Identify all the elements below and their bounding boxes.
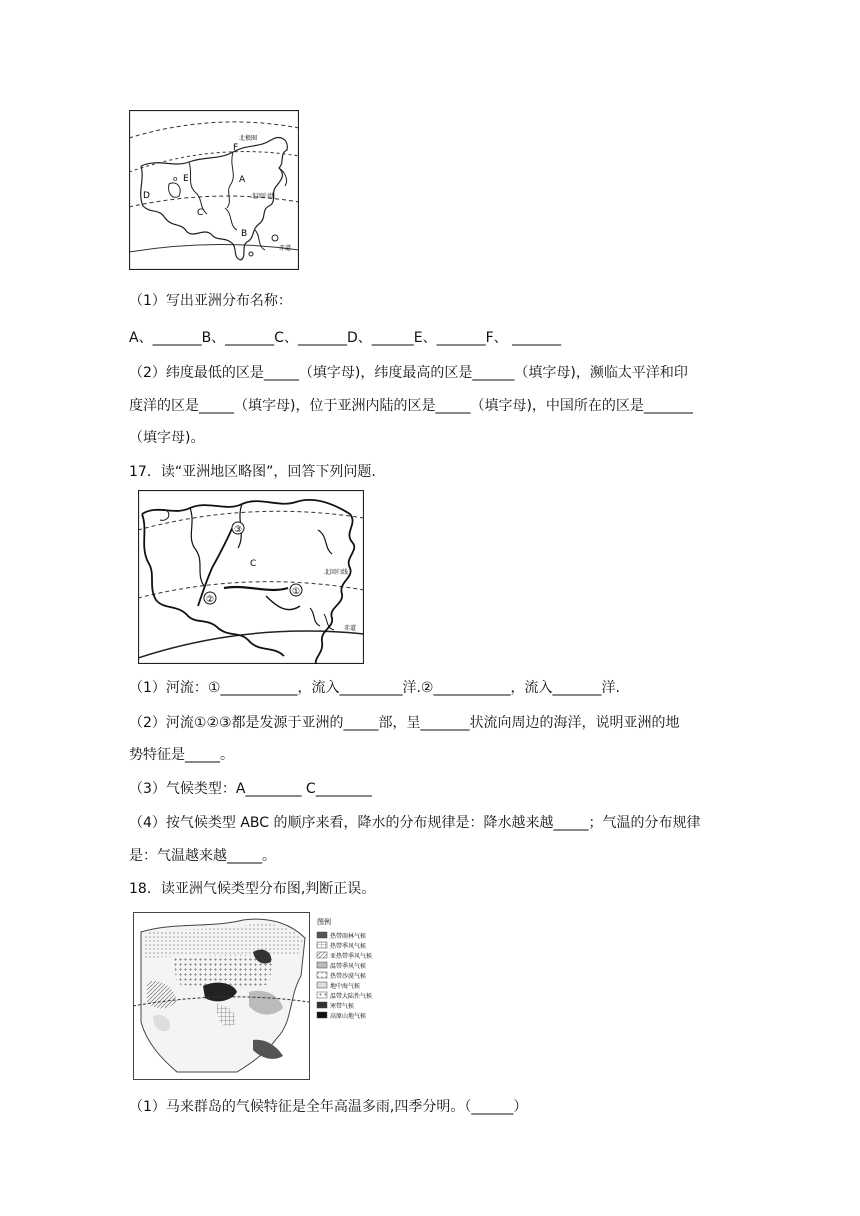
legend-label: 温带季风气候: [330, 963, 367, 970]
q17-part4-line1: （4）按气候类型 ABC 的顺序来看，降水的分布规律是：降水越来越_____；气温的分布规律: [129, 815, 701, 831]
legend-swatch: [317, 972, 327, 978]
legend-label: 热带季风气候: [330, 943, 367, 950]
svg-text:③: ③: [234, 525, 243, 535]
svg-text:B: B: [241, 229, 248, 239]
legend-swatch: [317, 932, 327, 938]
legend-title: 图例: [317, 918, 331, 926]
asia-rivers-map: [138, 490, 364, 664]
legend-swatch: [317, 952, 327, 958]
legend-label: 亚热带季风气候: [330, 953, 373, 960]
legend-label: 热带雨林气候: [330, 933, 367, 940]
q18-title: 18．读亚洲气候类型分布图,判断正误。: [129, 881, 376, 897]
svg-text:北回归线: 北回归线: [324, 569, 349, 576]
legend-swatch: [317, 962, 327, 968]
legend-swatch: [317, 1012, 327, 1018]
q16-part2-line3: （填字母)。: [129, 430, 205, 446]
legend-label: 地中海气候: [330, 983, 361, 990]
svg-text:北回归线: 北回归线: [251, 193, 276, 200]
svg-text:②: ②: [206, 595, 215, 605]
legend-swatch: [317, 942, 327, 948]
svg-text:C: C: [197, 208, 204, 218]
svg-text:C: C: [250, 559, 257, 569]
svg-text:赤道: 赤道: [344, 625, 357, 632]
asia-climate-map: [133, 912, 393, 1080]
svg-text:E: E: [183, 174, 189, 184]
q16-part1-label: （1）写出亚洲分布名称：: [129, 293, 292, 309]
asia-regions-map: [129, 110, 299, 270]
q16-part2-line2: 度洋的区是_____（填字母)，位于亚洲内陆的区是_____（填字母)，中国所在的区是_______: [129, 398, 693, 414]
legend-list: [317, 932, 372, 1020]
legend-label: 寒带气候: [330, 1003, 355, 1010]
legend-swatch: [317, 1002, 327, 1008]
q16-part2-line1: （2）纬度最低的区是_____（填字母)，纬度最高的区是______（填字母)，濒临太平洋和印: [129, 365, 688, 381]
svg-text:D: D: [143, 191, 150, 201]
legend-swatch: [317, 982, 327, 988]
q16-part1-blanks: A、_______B、_______C、_______D、______E、_______F、 _______: [129, 330, 562, 346]
q17-part2-line1: （2）河流①②③都是发源于亚洲的_____部，呈_______状流向周边的海洋，说明亚洲的地: [129, 715, 680, 731]
q17-part2-line2: 势特征是_____。: [129, 747, 234, 763]
legend-label: 高原山地气候: [330, 1013, 367, 1020]
svg-text:o: o: [173, 175, 178, 183]
legend-label: 热带沙漠气候: [330, 973, 367, 980]
q17-part3: （3）气候类型：A________ C________: [129, 781, 372, 797]
svg-text:北极圈: 北极圈: [239, 135, 258, 142]
svg-text:①: ①: [292, 587, 301, 597]
q17-title: 17．读“亚洲地区略图”，回答下列问题.: [129, 464, 376, 480]
q17-part4-line2: 是：气温越来越_____。: [129, 848, 276, 864]
legend-label: 温带大陆性气候: [330, 993, 373, 1000]
svg-text:A: A: [239, 175, 246, 185]
q18-part1: （1）马来群岛的气候特征是全年高温多雨,四季分明。（______）: [129, 1099, 528, 1115]
svg-text:赤道: 赤道: [279, 245, 292, 252]
q17-part1: （1）河流：①___________，流入_________洋.②___________，流入_______洋.: [129, 680, 620, 696]
svg-text:F: F: [233, 143, 239, 153]
legend-swatch: [317, 992, 327, 998]
